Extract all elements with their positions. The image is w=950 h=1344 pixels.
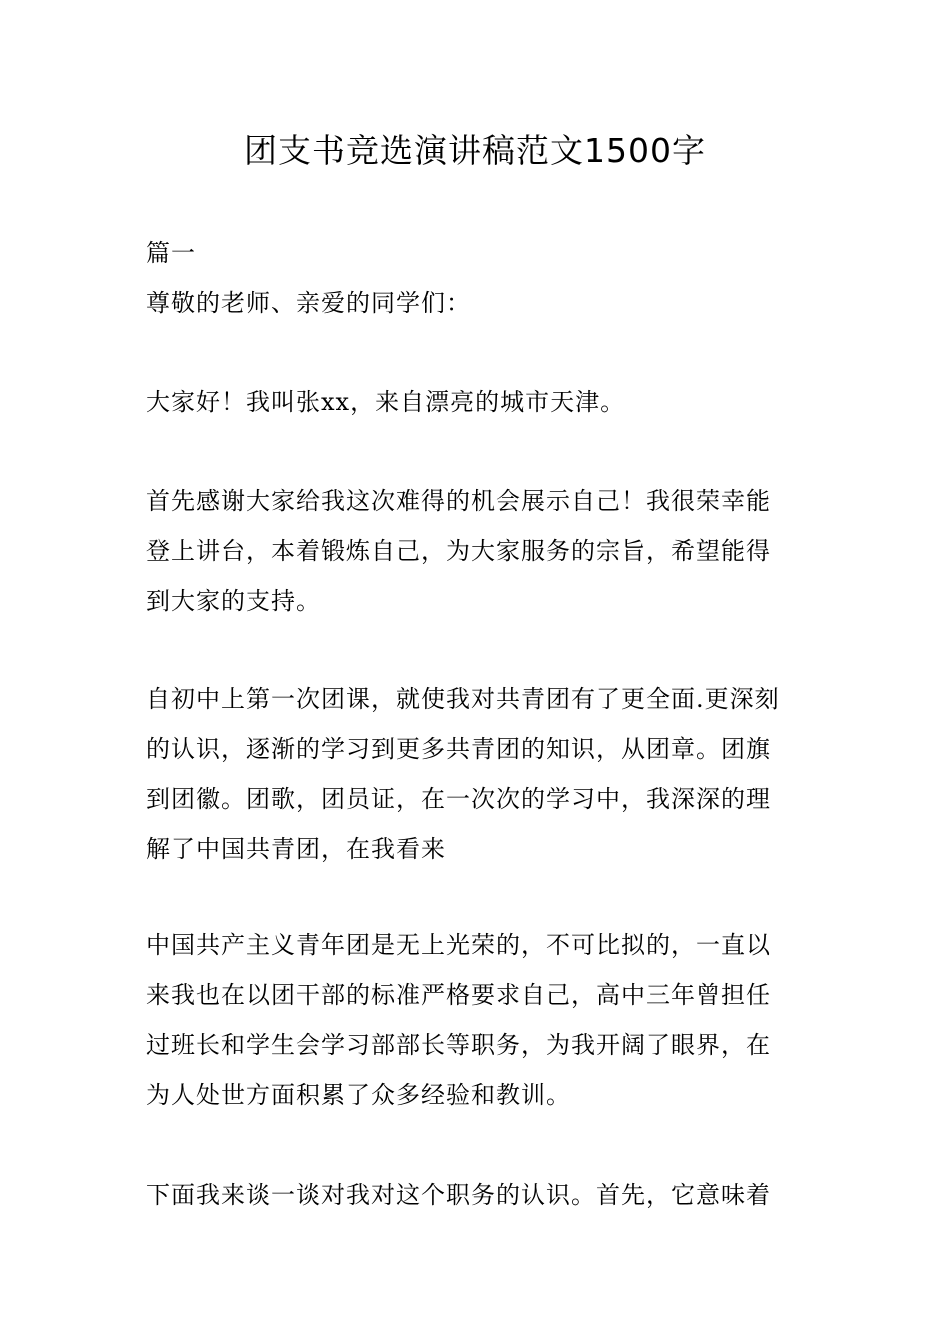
salutation xyxy=(146,278,808,328)
paragraph-line: 中国共产主义青年团是无上光荣的，不可比拟的，一直以 xyxy=(146,931,771,959)
paragraph-line: 下面我来谈一谈对我对这个职务的认识。首先，它意味着 xyxy=(146,1181,771,1209)
paragraph-line: 到大家的支持。 xyxy=(146,587,321,615)
paragraph-3 xyxy=(146,674,808,874)
section-label-text: 篇一 xyxy=(146,239,196,267)
paragraph-line: 的认识，逐渐的学习到更多共青团的知识，从团章。团旗 xyxy=(146,735,771,763)
document-title: 团支书竞选演讲稿范文1500字 xyxy=(244,131,706,170)
paragraph-line: 来我也在以团干部的标准严格要求自己，高中三年曾担任 xyxy=(146,981,771,1009)
paragraph-4 xyxy=(146,920,808,1120)
section-label xyxy=(146,228,808,278)
paragraph-line: 大家好！我叫张xx，来自漂亮的城市天津。 xyxy=(146,388,626,416)
paragraph-line: 首先感谢大家给我这次难得的机会展示自己！我很荣幸能 xyxy=(146,487,771,515)
paragraph-line: 登上讲台，本着锻炼自己，为大家服务的宗旨，希望能得 xyxy=(146,537,771,565)
paragraph-line: 解了中国共青团，在我看来 xyxy=(146,835,446,863)
paragraph-1 xyxy=(146,377,808,427)
paragraph-line: 为人处世方面积累了众多经验和教训。 xyxy=(146,1081,571,1109)
paragraph-line: 到团徽。团歌，团员证，在一次次的学习中，我深深的理 xyxy=(146,785,771,813)
paragraph-5 xyxy=(146,1170,808,1220)
paragraph-line: 过班长和学生会学习部部长等职务，为我开阔了眼界，在 xyxy=(146,1031,771,1059)
salutation-text: 尊敬的老师、亲爱的同学们： xyxy=(146,289,471,317)
paragraph-2 xyxy=(146,476,808,626)
paragraph-line: 自初中上第一次团课，就使我对共青团有了更全面.更深刻 xyxy=(146,685,780,713)
